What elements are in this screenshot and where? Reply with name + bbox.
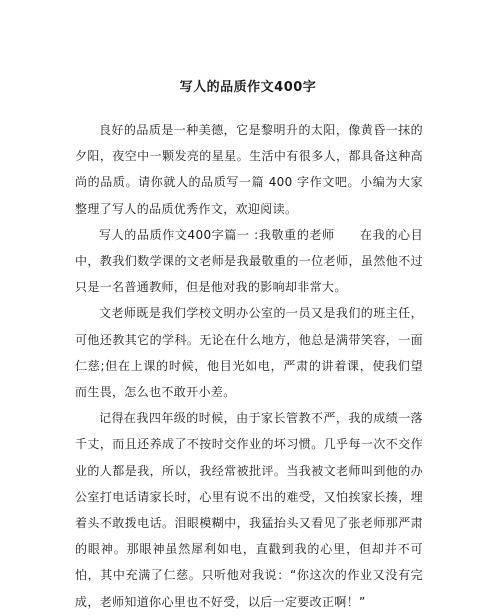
paragraph-teacher-description: 文老师既是我们学校文明办公室的一员又是我们的班主任，可他还教其它的学科。无论在什么地方，他总是满带笑容，一面仁慈;但在上课的时候，他目光如电，严肃的讲着课，使我们望而生畏，怎么也不敢开小差。 bbox=[75, 306, 423, 400]
paragraph-intro: 良好的品质是一种美德，它是黎明升的太阳，像黄昏一抹的夕阳，夜空中一颗发亮的星星。生活中有很多人，都具备这种高尚的品质。请你就人的品质写一篇 400 字作文吧。小编为大家整理了写人的品质优秀作文，欢迎阅读。 bbox=[75, 123, 423, 216]
paragraph-memory: 记得在我四年级的时候，由于家长管教不严，我的成绩一落千丈，而且还养成了不按时交作业的坏习惯。几乎每一次不交作业的人都是我，所以，我经常被批评。当我被文老师叫到他的办公室打电话请家长时，心里有说不出的难受，又怕挨家长揍，埋着头不敢拨电话。泪眼模糊中，我猛抬头又看见了张老师那严肃的眼神。那眼神虽然犀利如电，直戳到我的心里，但却并不可怕，其中充满了仁慈。只听他对我说：“你这次的作业又没有完成，老师知道你心里也不好受，以后一定要改正啊！” bbox=[75, 411, 423, 609]
document-title: 写人的品质作文400字 bbox=[179, 80, 317, 95]
paragraph-essay-heading: 写人的品质作文400字篇一 :我敬重的老师 在我的心目中，教我们数学课的文老师是我最敬重的一位老师，虽然他不过只是一名普通教师，但是他对我的影响却非常大。 bbox=[75, 227, 423, 295]
document-body bbox=[75, 117, 423, 615]
